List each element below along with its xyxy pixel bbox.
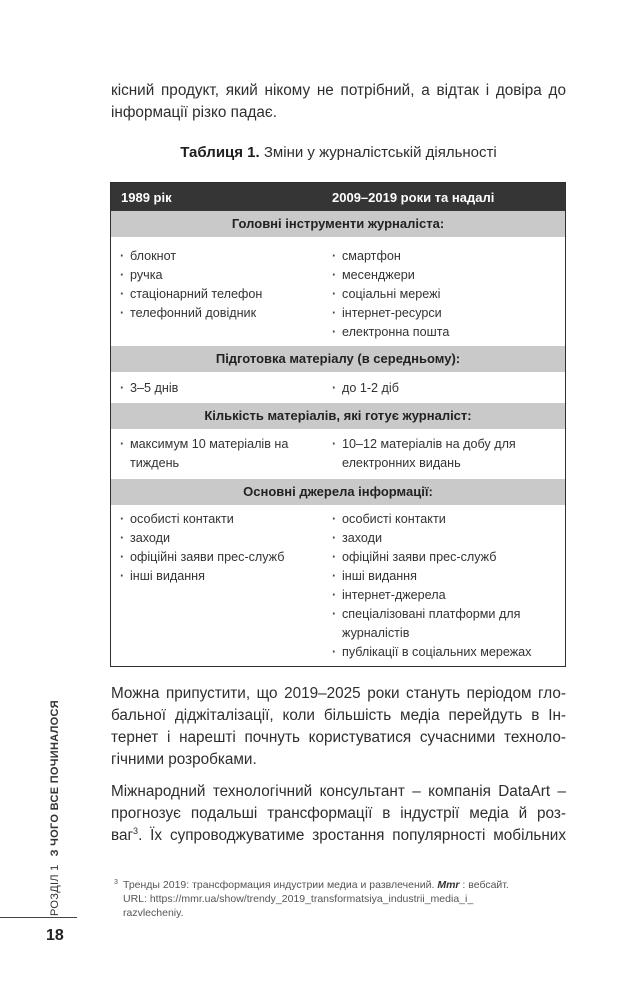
chapter-title: З ЧОГО ВСЕ ПОЧИНАЛОСЯ [49,700,61,857]
list-item: · особисті контакти [120,510,320,529]
intro-line-1: кісний продукт, який нікому не потрібний, а відтак і довіра до [111,82,566,99]
footnote-text: Тренды 2019: трансформация индустрии медиа и развлечений. [123,879,435,891]
table-header [111,183,565,211]
chapter-heading [49,700,61,916]
paragraph-fragment: ваг [111,827,134,844]
paragraph-fragment: . Їх супроводжуватиме зростання популярності мобільних [138,827,566,844]
list-item: · максимум 10 матеріалів на тиждень [120,435,298,473]
list-item: · інші видання [332,567,547,586]
section-4-right [332,510,547,662]
list-item: · офіційні заяви прес-служб [120,548,320,567]
section-2-left [120,379,320,398]
footnote [114,878,563,920]
list-item: · блокнот [120,247,320,266]
section-title: Підготовка матеріалу (в середньому): [111,346,565,372]
footnote-source: Mmr [437,879,460,891]
list-item: · офіційні заяви прес-служб [332,548,547,567]
section-title: Основні джерела інформації: [111,479,565,505]
list-item: · соціальні мережі [332,285,560,304]
paragraph-2 [111,683,566,771]
comparison-table [110,182,566,667]
list-item: · месенджери [332,266,560,285]
paragraph-line: Можна припустити, що 2019–2025 роки стануть періодом гло- [111,685,566,702]
paragraph-line: прогнозує подальші трансформації в індустрії медіа й роз- [111,805,566,822]
list-item: · спеціалізовані платформи для журналістів [332,605,547,643]
list-item: · стаціонарний телефон [120,285,320,304]
chapter-section-label: РОЗДІЛ 1 [49,864,61,916]
section-title: Кількість матеріалів, які готує журналіст: [111,403,565,429]
caption-text: Зміни у журналістській діяльності [263,144,497,161]
list-item: · заходи [332,529,547,548]
section-3-right [332,435,522,473]
paragraph-3 [111,781,566,847]
list-item: · інтернет-ресурси [332,304,560,323]
intro-paragraph [111,80,566,124]
intro-line-2: інформації різко падає. [111,104,277,121]
page-number: 18 [46,927,64,944]
paragraph-line: Міжнародний технологічний консультант – компанія DataArt – [111,783,566,800]
caption-label: Таблиця 1. [180,144,260,161]
list-item: · заходи [120,529,320,548]
section-2-right [332,379,560,398]
list-item: · електронна пошта [332,323,560,342]
footnote-line-1 [123,878,563,892]
footnote-ref: 3 [133,825,139,836]
list-item: · до 1-2 діб [332,379,560,398]
list-item: · телефонний довідник [120,304,320,323]
list-item: · інші видання [120,567,320,586]
divider [0,917,77,918]
section-1-right [332,247,560,342]
list-item: · особисті контакти [332,510,547,529]
list-item: · 10–12 матеріалів на добу для електронних видань [332,435,522,473]
list-item: · публікації в соціальних мережах [332,643,547,662]
section-1-left [120,247,320,323]
footnote-text: : вебсайт. [462,879,509,891]
header-right: 2009–2019 роки та надалі [332,190,495,205]
footnote-url: URL: https://mmr.ua/show/trendy_2019_transformatsiya_industrii_media_i_ [123,893,474,905]
paragraph-line: гічними розробками. [111,751,257,768]
footnote-mark: 3 [114,879,118,886]
footnote-url: razvlecheniy. [123,907,184,919]
paragraph-line: бальної діджіталізації, коли більшість медіа перейдуть в Ін- [111,707,566,724]
list-item: · ручка [120,266,320,285]
section-3-left [120,435,298,473]
section-4-left [120,510,320,586]
paragraph-line: тернет і нарешті почнуть користуватися сучасними техноло- [111,729,566,746]
chapter-sidebar [37,688,77,916]
paragraph-line [111,825,566,847]
list-item: · інтернет-джерела [332,586,547,605]
list-item: · смартфон [332,247,560,266]
section-title: Головні інструменти журналіста: [111,211,565,237]
table-caption [111,143,566,163]
list-item: · 3–5 днів [120,379,320,398]
header-left: 1989 рік [121,190,172,205]
